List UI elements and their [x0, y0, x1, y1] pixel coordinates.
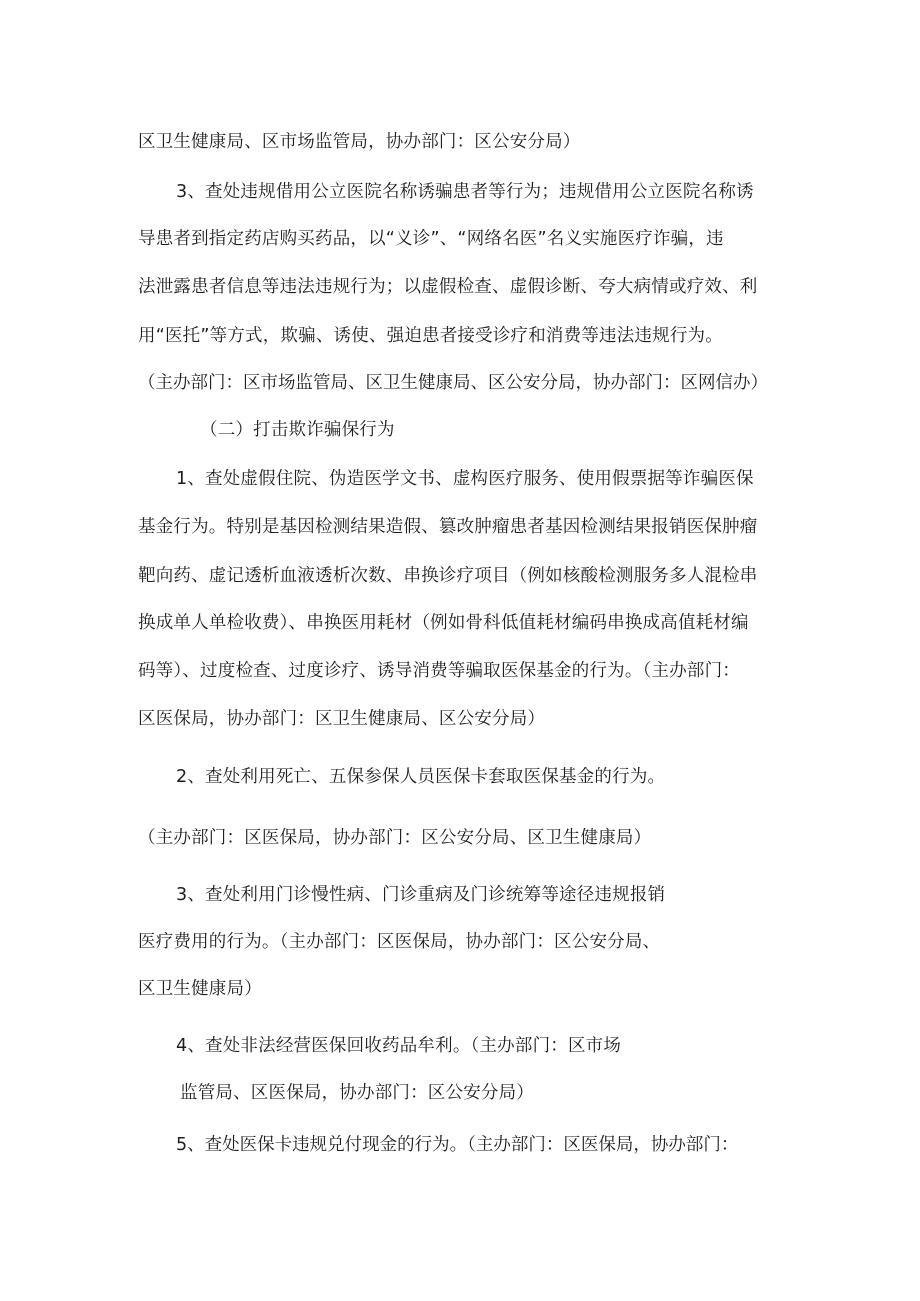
text-line-14: 2、查处利用死亡、五保参保人员医保卡套取医保基金的行为。: [176, 767, 666, 787]
text-line-19: 4、查处非法经营医保回收药品牟利。（主办部门：区市场: [176, 1036, 622, 1056]
text-line-2: 3、查处违规借用公立医院名称诱骗患者等行为；违规借用公立医院名称诱: [176, 182, 754, 202]
text-line-21: 5、查处医保卡违规兑付现金的行为。（主办部门：区医保局，协办部门：: [176, 1135, 739, 1155]
text-line-12: 码等）、过度检查、过度诊疗、诱导消费等骗取医保基金的行为。（主办部门：: [138, 661, 740, 681]
text-line-5: 用“医托”等方式，欺骗、诱使、强迫患者接受诊疗和消费等违法违规行为。: [138, 326, 723, 346]
text-line-10: 靶向药、虚记透析血液透析次数、串换诊疗项目（例如核酸检测服务多人混检串: [138, 566, 758, 586]
text-line-1: 区卫生健康局、区市场监管局，协办部门：区公安分局）: [138, 132, 581, 152]
text-line-13: 区医保局，协办部门：区卫生健康局、区公安分局）: [138, 709, 546, 729]
text-line-20: 监管局、区医保局，协办部门：区公安分局）: [180, 1083, 534, 1103]
text-line-4: 法泄露患者信息等违法违规行为；以虚假检查、虚假诊断、夸大病情或疗效、利: [138, 277, 758, 297]
text-line-11: 换成单人单检收费）、串换医用耗材（例如骨科低值耗材编码串换成高值耗材编: [138, 613, 749, 633]
text-line-17: 医疗费用的行为。（主办部门：区医保局，协办部门：区公安分局、: [138, 932, 661, 952]
text-line-15: （主办部门：区医保局，协办部门：区公安分局、区卫生健康局）: [138, 828, 652, 848]
text-line-16: 3、查处利用门诊慢性病、门诊重病及门诊统筹等途径违规报销: [176, 885, 666, 905]
text-line-3: 导患者到指定药店购买药品，以“义诊”、“网络名医”名义实施医疗诈骗，违: [138, 229, 724, 249]
text-line-18: 区卫生健康局）: [138, 979, 262, 999]
text-line-9: 基金行为。特别是基因检测结果造假、篡改肿瘤患者基因检测结果报销医保肿瘤: [138, 517, 758, 537]
section-heading: （二）打击欺诈骗保行为: [200, 420, 395, 440]
text-line-8: 1、查处虚假住院、伪造医学文书、虚构医疗服务、使用假票据等诈骗医保: [176, 469, 754, 489]
text-line-6: （主办部门：区市场监管局、区卫生健康局、区公安分局，协办部门：区网信办）: [138, 373, 768, 393]
